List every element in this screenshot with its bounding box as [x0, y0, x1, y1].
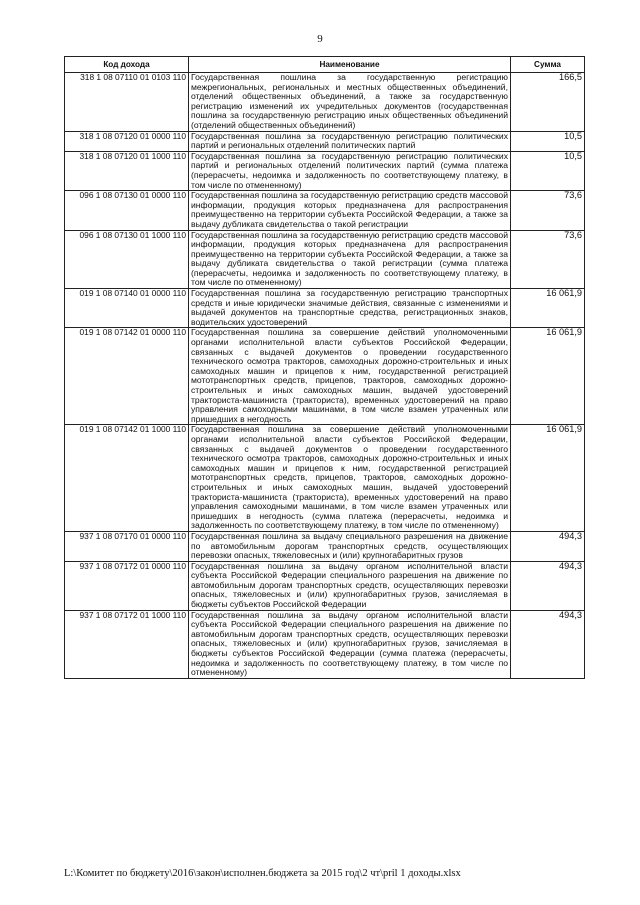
row-name: Государственная пошлина за государственную регистрацию политических партий и региональных отделений политических партий [189, 131, 511, 151]
row-code: 019 1 08 07142 01 0000 110 [65, 328, 189, 425]
row-code: 937 1 08 07170 01 0000 110 [65, 531, 189, 561]
header-code: Код дохода [65, 57, 189, 73]
header-sum: Сумма [511, 57, 585, 73]
row-sum: 494,3 [511, 561, 585, 610]
row-code: 019 1 08 07142 01 1000 110 [65, 425, 189, 532]
row-code: 937 1 08 07172 01 0000 110 [65, 561, 189, 610]
row-code: 318 1 08 07120 01 1000 110 [65, 151, 189, 190]
row-code: 937 1 08 07172 01 1000 110 [65, 610, 189, 678]
row-sum: 494,3 [511, 610, 585, 678]
table-row [65, 610, 585, 678]
row-name: Государственная пошлина за совершение действий уполномоченными органами исполнительной власти субъектов Российской Федерации, связанных с выдачей документов о проведении государственного технического осмотра тракторов, самоходных дорожно-строительных и иных самоходных машин и прицепов к ним, государственной регистрацией мототранспортных средств, прицепов, тракторов, самоходных дорожно-строительных и иных самоходных машин, выдачей удостоверений тракториста-машиниста (тракториста), временных удостоверений на право управления самоходными машинами, в том числе взамен утраченных или пришедших в негодность [189, 328, 511, 425]
table-row [65, 151, 585, 190]
row-name: Государственная пошлина за государственную регистрацию средств массовой информации, продукция которых предназначена для распространения преимущественно на территории субъекта Российской Федерации, а также за выдачу дубликата свидетельства о такой регистрации (сумма платежа (перерасчеты, недоимка и задолженность по соответствующему платежу, в том числе по отмененному) [189, 230, 511, 289]
revenue-table [64, 56, 585, 679]
row-code: 096 1 08 07130 01 1000 110 [65, 230, 189, 289]
row-sum: 166,5 [511, 73, 585, 132]
table-row [65, 531, 585, 561]
row-code: 096 1 08 07130 01 0000 110 [65, 191, 189, 230]
table-row [65, 561, 585, 610]
row-name: Государственная пошлина за совершение действий уполномоченными органами исполнительной власти субъектов Российской Федерации, связанных с выдачей документов о проведении государственного технического осмотра тракторов, самоходных дорожно-строительных и иных самоходных машин и прицепов к ним, государственной регистрацией мототранспортных средств, прицепов, тракторов, самоходных дорожно-строительных и иных самоходных машин, выдачей удостоверений тракториста-машиниста (тракториста), временных удостоверений на право управления самоходными машинами, в том числе взамен утраченных или пришедших в негодность (сумма платежа (перерасчеты, недоимка и задолженность по соответствующему платежу, в том числе по отмененному) [189, 425, 511, 532]
table-row [65, 328, 585, 425]
row-name: Государственная пошлина за выдачу специального разрешения на движение по автомобильным дорогам транспортных средств, осуществляющих перевозки опасных, тяжеловесных и (или) крупногабаритных грузов [189, 531, 511, 561]
row-name: Государственная пошлина за государственную регистрацию межрегиональных, региональных и местных общественных объединений, отделений общественных объединений, а также за государственную регистрацию изменений их учредительных документов (государственная пошлина за государственную регистрацию иных общественных объединений (отделений общественных объединений) [189, 73, 511, 132]
row-sum: 73,6 [511, 191, 585, 230]
header-name: Наименование [189, 57, 511, 73]
table-row [65, 73, 585, 132]
table-row [65, 425, 585, 532]
table-header-row [65, 57, 585, 73]
row-name: Государственная пошлина за выдачу органом исполнительной власти субъекта Российской Федерации специального разрешения на движение по автомобильным дорогам транспортных средств, осуществляющих перевозки опасных, тяжеловесных и (или) крупногабаритных грузов, зачисляемая в бюджеты субъектов Российской Федерации (сумма платежа (перерасчеты, недоимка и задолженность по соответствующему платежу, в том числе по отмененному) [189, 610, 511, 678]
page-number: 9 [317, 33, 323, 45]
row-name: Государственная пошлина за государственную регистрацию транспортных средств и иные юридически значимые действия, связанные с изменениями и выдачей документов на транспортные средства, регистрационных знаков, водительских удостоверений [189, 289, 511, 328]
row-code: 019 1 08 07140 01 0000 110 [65, 289, 189, 328]
row-sum: 16 061,9 [511, 425, 585, 532]
row-sum: 16 061,9 [511, 289, 585, 328]
row-name: Государственная пошлина за выдачу органом исполнительной власти субъекта Российской Федерации специального разрешения на движение по автомобильным дорогам транспортных средств, осуществляющих перевозки опасных, тяжеловесных и (или) крупногабаритных грузов, зачисляемая в бюджеты субъектов Российской Федерации [189, 561, 511, 610]
row-sum: 16 061,9 [511, 328, 585, 425]
table-row [65, 131, 585, 151]
table-row [65, 230, 585, 289]
row-name: Государственная пошлина за государственную регистрацию политических партий и региональных отделений политических партий (сумма платежа (перерасчеты, недоимка и задолженность по соответствующему платежу, в том числе по отмененному) [189, 151, 511, 190]
table-row [65, 289, 585, 328]
file-path-footer: L:\Комитет по бюджету\2016\закон\исполнен.бюджета за 2015 год\2 чт\pril 1 доходы.xlsx [64, 868, 461, 879]
row-code: 318 1 08 07110 01 0103 110 [65, 73, 189, 132]
row-name: Государственная пошлина за государственную регистрацию средств массовой информации, продукция которых предназначена для распространения преимущественно на территории субъекта Российской Федерации, а также за выдачу дубликата свидетельства о такой регистрации [189, 191, 511, 230]
row-sum: 10,5 [511, 151, 585, 190]
row-code: 318 1 08 07120 01 0000 110 [65, 131, 189, 151]
row-sum: 10,5 [511, 131, 585, 151]
row-sum: 494,3 [511, 531, 585, 561]
table-row [65, 191, 585, 230]
row-sum: 73,6 [511, 230, 585, 289]
